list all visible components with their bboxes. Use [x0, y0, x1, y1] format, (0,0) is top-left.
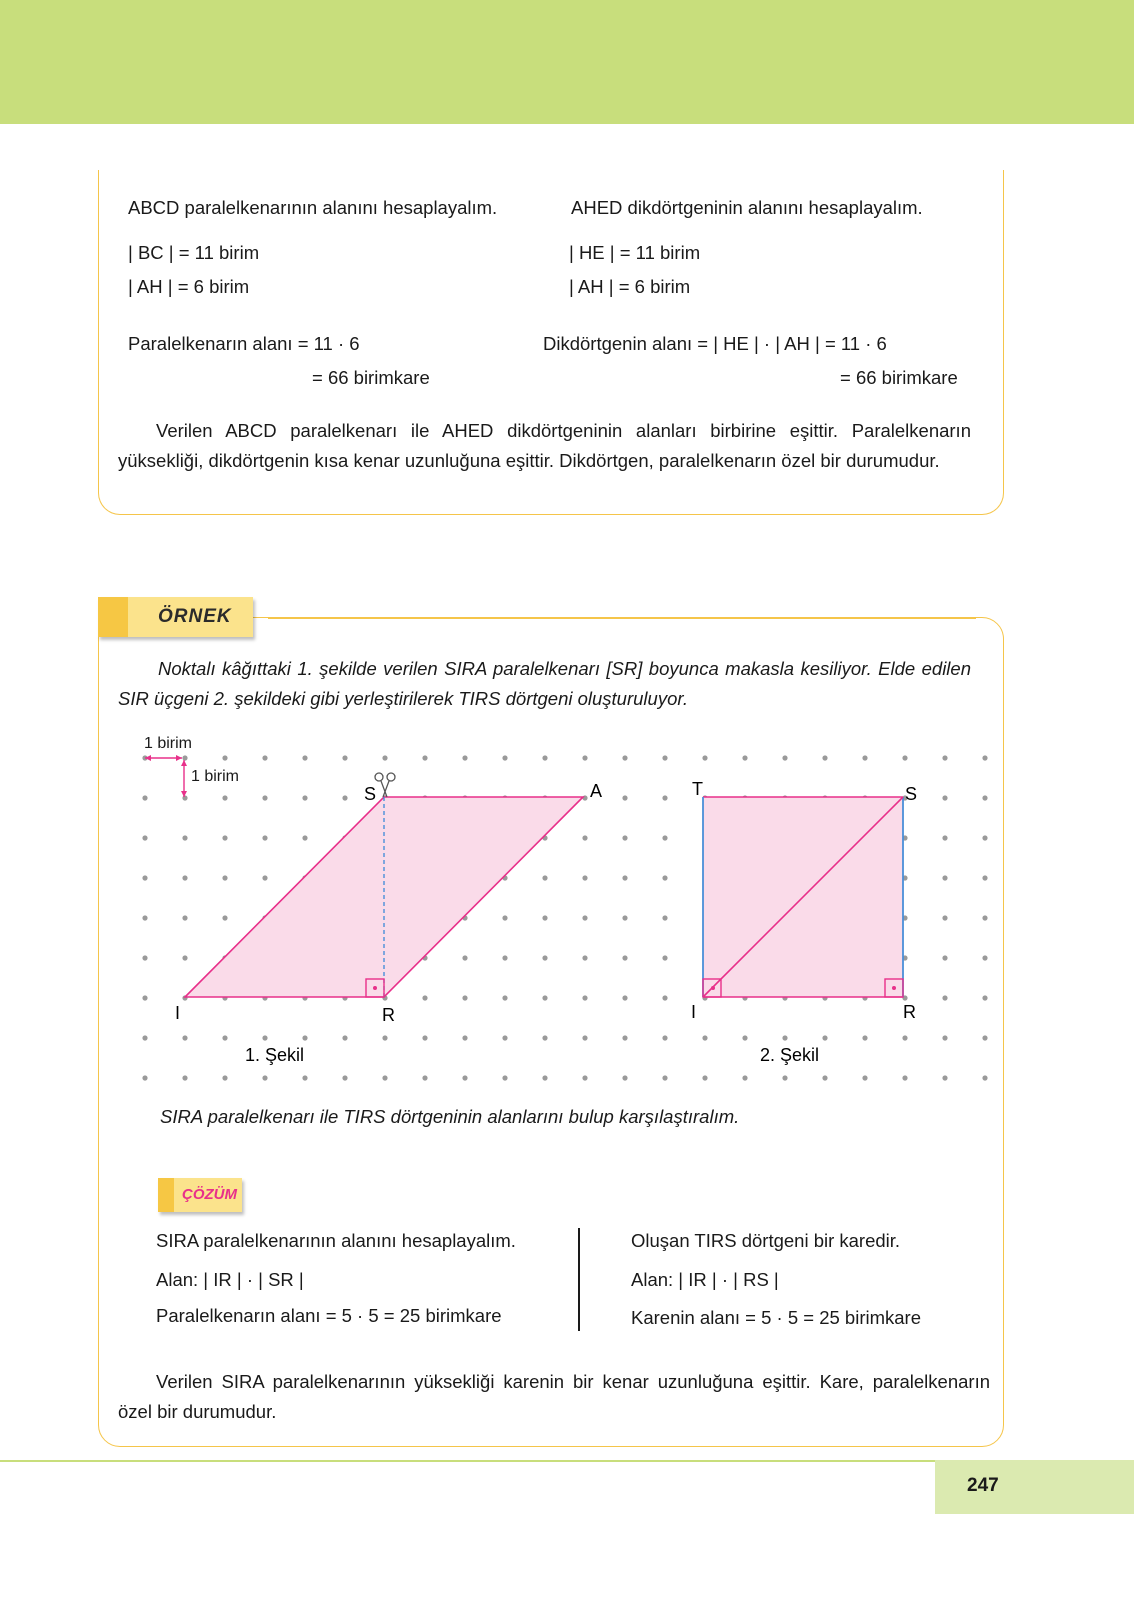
grid-dot [182, 1075, 187, 1080]
grid-dot [982, 875, 987, 880]
grid-dot [822, 1035, 827, 1040]
grid-dot [142, 915, 147, 920]
solution-right-line1: Oluşan TIRS dörtgeni bir karedir. [631, 1230, 901, 1251]
grid-dot [582, 915, 587, 920]
fig2-caption: 2. Şekil [760, 1045, 820, 1065]
grid-dot [942, 915, 947, 920]
grid-dot [942, 995, 947, 1000]
grid-dot [342, 795, 347, 800]
grid-dot [142, 995, 147, 1000]
grid-dot [542, 755, 547, 760]
grid-dot [302, 795, 307, 800]
grid-dot [382, 1035, 387, 1040]
grid-dot [422, 755, 427, 760]
fig1-label-a: A [590, 781, 603, 801]
grid-dot [222, 1075, 227, 1080]
figure2-square [691, 779, 917, 1065]
grid-dot [142, 1035, 147, 1040]
fig2-label-r: R [903, 1002, 916, 1022]
grid-dot [822, 755, 827, 760]
grid-dot [382, 1075, 387, 1080]
grid-dot [182, 1035, 187, 1040]
grid-dot [942, 875, 947, 880]
grid-dot [182, 755, 187, 760]
grid-dot [142, 795, 147, 800]
grid-dot [702, 755, 707, 760]
example-tag [98, 597, 253, 637]
grid-dot [662, 1075, 667, 1080]
grid-dot [142, 875, 147, 880]
grid-dot [422, 1075, 427, 1080]
grid-dot [982, 915, 987, 920]
grid-dot [662, 755, 667, 760]
grid-dot [982, 1035, 987, 1040]
dot-paper-figures [0, 720, 1134, 1090]
grid-dot [742, 1035, 747, 1040]
grid-dot [142, 835, 147, 840]
grid-dot [662, 795, 667, 800]
grid-dot [942, 1035, 947, 1040]
grid-dot [662, 875, 667, 880]
figure1-parallelogram [175, 773, 602, 1065]
grid-dot [582, 835, 587, 840]
grid-dot [662, 915, 667, 920]
grid-dot [942, 755, 947, 760]
grid-dot [582, 1075, 587, 1080]
grid-dot [862, 755, 867, 760]
grid-dot [302, 1035, 307, 1040]
grid-dot [182, 835, 187, 840]
grid-dot [702, 1075, 707, 1080]
fig2-label-t: T [692, 779, 703, 799]
fig1-label-i: I [175, 1003, 181, 1023]
grid-dot [622, 1035, 627, 1040]
grid-dot [782, 1035, 787, 1040]
grid-dot [582, 955, 587, 960]
fig2-label-i: I [691, 1002, 697, 1022]
he-length: | HE | = 11 birim [569, 242, 701, 263]
grid-dot [342, 1075, 347, 1080]
grid-dot [262, 755, 267, 760]
grid-dot [662, 955, 667, 960]
grid-dot [462, 755, 467, 760]
rectangle-area-line2: = 66 birimkare [840, 367, 958, 388]
grid-dot [662, 995, 667, 1000]
grid-dot [382, 755, 387, 760]
solution-divider [578, 1228, 580, 1331]
grid-dot [302, 835, 307, 840]
grid-dot [782, 1075, 787, 1080]
example-statement: Noktalı kâğıttaki 1. şekilde verilen SIRA paralelkenarı [SR] boyunca makasla kesiliyor. Elde edilen SIR üçgeni 2. şekildeki gibi yerleştirilerek TIRS dörtgeni oluşturuluyor. [118, 658, 971, 709]
solution-tag [158, 1178, 242, 1212]
grid-dot [982, 995, 987, 1000]
grid-dot [982, 1075, 987, 1080]
scissors-icon [375, 773, 395, 797]
fig1-label-s: S [364, 784, 377, 804]
grid-dot [182, 795, 187, 800]
ah-length-right: | AH | = 6 birim [569, 276, 691, 297]
grid-dot [622, 875, 627, 880]
grid-dot [262, 795, 267, 800]
footer-line [0, 1460, 935, 1462]
grid-dot [222, 755, 227, 760]
grid-dot [622, 915, 627, 920]
grid-dot [222, 1035, 227, 1040]
grid-dot [342, 755, 347, 760]
grid-dot [902, 1035, 907, 1040]
grid-dot [462, 1035, 467, 1040]
parallelogram-area-line1: Paralelkenarın alanı = 11 · 6 [128, 333, 360, 354]
grid-dot [742, 1075, 747, 1080]
grid-dot [142, 955, 147, 960]
solution-left-line1: SIRA paralelkenarının alanını hesaplayalım. [156, 1230, 516, 1251]
grid-dot [582, 795, 587, 800]
grid-dot [502, 915, 507, 920]
grid-dot [142, 1075, 147, 1080]
grid-dot [902, 755, 907, 760]
grid-dot [902, 1075, 907, 1080]
grid-dot [462, 955, 467, 960]
grid-dot [982, 755, 987, 760]
unit-markers [144, 735, 239, 797]
example-tag-label: ÖRNEK [158, 606, 232, 627]
solution-left-line3: Paralelkenarın alanı = 5 · 5 = 25 birimkare [156, 1305, 502, 1326]
grid-dot [542, 955, 547, 960]
fig2-label-s: S [905, 784, 918, 804]
grid-dot [582, 755, 587, 760]
grid-dot [982, 835, 987, 840]
grid-dot [622, 955, 627, 960]
grid-dot [622, 995, 627, 1000]
grid-dot [702, 1035, 707, 1040]
example-top-line [268, 618, 976, 619]
unit-horizontal-label: 1 birim [144, 735, 193, 752]
grid-dot [222, 875, 227, 880]
grid-dot [982, 795, 987, 800]
grid-dot [502, 1035, 507, 1040]
grid-dot [662, 835, 667, 840]
grid-dot [622, 755, 627, 760]
grid-dot [582, 875, 587, 880]
unit-vertical-label: 1 birim [191, 768, 240, 785]
grid-dot [542, 875, 547, 880]
grid-dot [622, 1075, 627, 1080]
grid-dot [622, 835, 627, 840]
grid-dot [622, 795, 627, 800]
grid-dot [942, 1075, 947, 1080]
grid-dot [542, 1075, 547, 1080]
grid-dot [502, 1075, 507, 1080]
grid-dot [262, 1075, 267, 1080]
grid-dot [942, 795, 947, 800]
grid-dot [462, 995, 467, 1000]
right-heading: AHED dikdörtgeninin alanını hesaplayalım. [571, 197, 923, 218]
grid-dot [422, 995, 427, 1000]
solution-right-line2: Alan: | IR | · | RS | [631, 1269, 779, 1290]
grid-dot [502, 755, 507, 760]
bc-length: | BC | = 11 birim [128, 242, 260, 263]
solution-left-line2: Alan: | IR | · | SR | [156, 1269, 304, 1290]
grid-dot [742, 755, 747, 760]
grid-dot [502, 955, 507, 960]
solution-tag-label: ÇÖZÜM [182, 1186, 237, 1203]
grid-dot [982, 955, 987, 960]
section1-conclusion: Verilen ABCD paralelkenarı ile AHED dikdörtgeninin alanları birbirine eşittir. Paralelkenarın yüksekliği, dikdörtgenin kısa kenar uzunluğuna eşittir. Dikdörtgen, paralelkenarın özel bir durumudur. [118, 420, 971, 471]
grid-dot [542, 995, 547, 1000]
grid-dot [862, 1035, 867, 1040]
ah-length-left: | AH | = 6 birim [128, 276, 250, 297]
grid-dot [862, 1075, 867, 1080]
grid-dot [182, 915, 187, 920]
rectangle-area-line1: Dikdörtgenin alanı = | HE | · | AH | = 11 · 6 [543, 333, 887, 354]
grid-dot [542, 1035, 547, 1040]
grid-dot [342, 1035, 347, 1040]
grid-dot [942, 955, 947, 960]
parallelogram-area-line2: = 66 birimkare [312, 367, 430, 388]
page-number-box [935, 1460, 1134, 1514]
solution-right-line3: Karenin alanı = 5 · 5 = 25 birimkare [631, 1307, 921, 1328]
grid-dot [462, 1075, 467, 1080]
grid-dot [662, 1035, 667, 1040]
grid-dot [222, 915, 227, 920]
grid-dot [182, 875, 187, 880]
grid-dot [262, 835, 267, 840]
grid-dot [262, 875, 267, 880]
grid-dot [582, 1035, 587, 1040]
grid-dot [182, 955, 187, 960]
grid-dot [502, 995, 507, 1000]
example-question: SIRA paralelkenarı ile TIRS dörtgeninin alanlarını bulup karşılaştıralım. [160, 1106, 740, 1127]
grid-dot [422, 1035, 427, 1040]
grid-dot [782, 755, 787, 760]
page-number: 247 [967, 1475, 999, 1496]
grid-dot [822, 1075, 827, 1080]
fig1-label-r: R [382, 1005, 395, 1025]
left-heading: ABCD paralelkenarının alanını hesaplayalım. [128, 197, 498, 218]
grid-dot [222, 795, 227, 800]
grid-dot [302, 755, 307, 760]
grid-dot [542, 915, 547, 920]
header-band [0, 0, 1134, 124]
grid-dot [222, 835, 227, 840]
grid-dot [942, 835, 947, 840]
solution-conclusion: Verilen SIRA paralelkenarının yüksekliği karenin bir kenar uzunluğuna eşittir. Kare, paralelkenarın özel bir durumudur. [118, 1371, 990, 1422]
grid-dot [262, 1035, 267, 1040]
grid-dot [302, 1075, 307, 1080]
fig1-caption: 1. Şekil [245, 1045, 305, 1065]
grid-dot [582, 995, 587, 1000]
